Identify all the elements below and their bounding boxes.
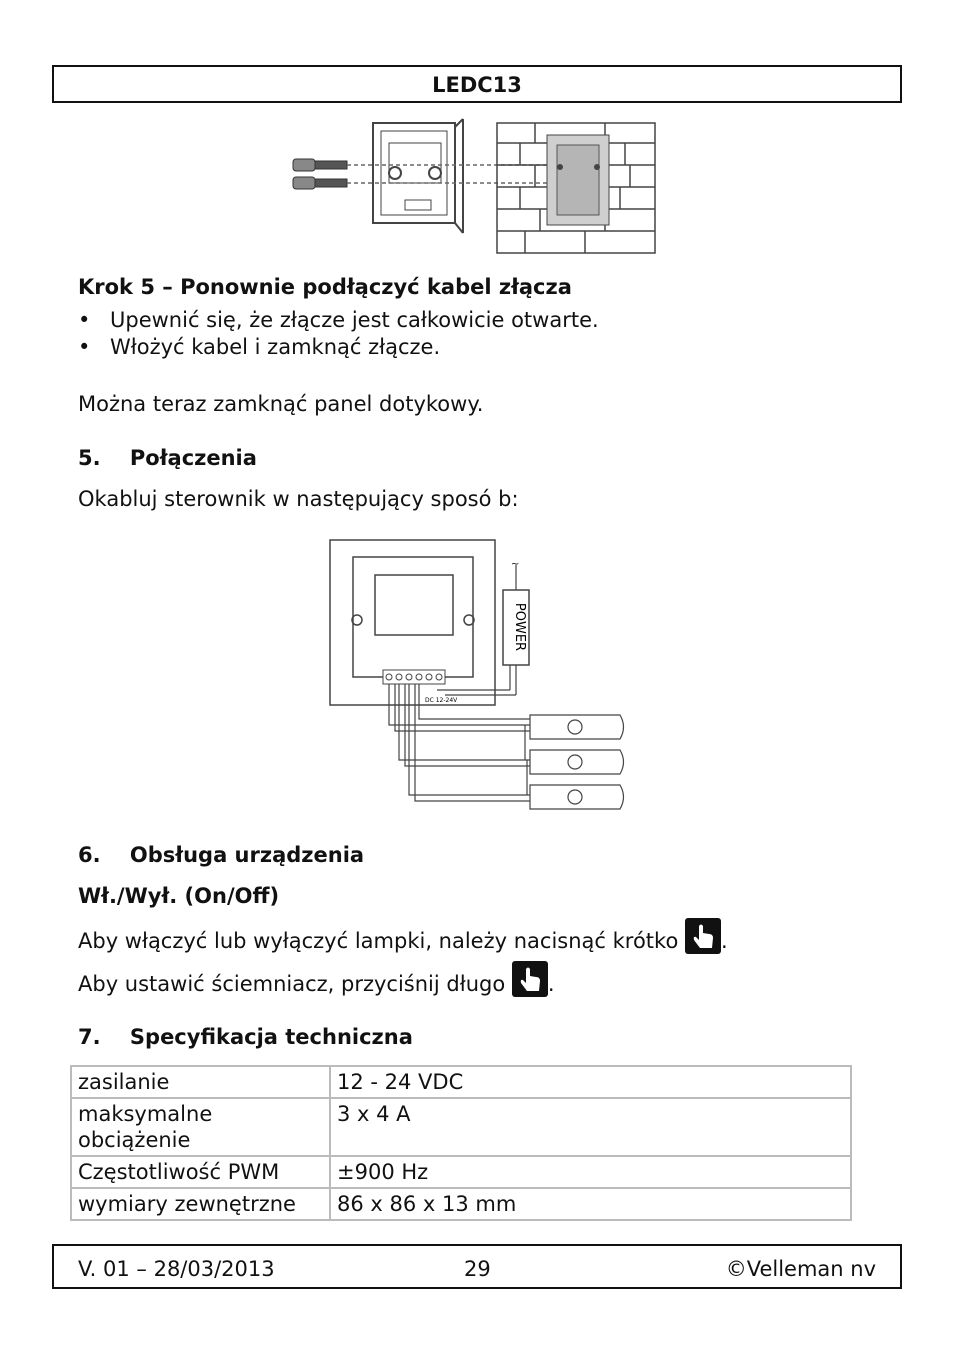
table-row [71,1098,851,1156]
led-strip [530,750,624,774]
onoff-subheading: Wł./Wył. (On/Off) [78,884,280,908]
short-press-text: Aby włączyć lub wyłączyć lampki, należy nacisnąć krótko [78,929,679,953]
bullet-item: • Upewnić się, że złącze jest całkowicie otwarte. [78,308,599,332]
section5-heading [78,446,257,470]
spec-value: 86 x 86 x 13 mm [330,1188,851,1220]
led-strip [530,785,624,809]
dc-label: DC 12-24V [425,697,458,704]
spec-label: wymiary zewnętrzne [71,1188,330,1220]
section-number: 5. [78,446,101,470]
section-title: Połączenia [129,446,257,470]
step5-heading: Krok 5 – Ponownie podłączyć kabel złącza [78,275,572,299]
step5-note: Można teraz zamknąć panel dotykowy. [78,392,484,416]
footer-page-number: 29 [464,1257,491,1281]
screws [293,159,347,189]
spec-table [70,1065,852,1221]
footer-copyright: ©Velleman nv [725,1257,876,1281]
section5-intro: Okabluj sterownik w następujący sposó b: [78,487,519,511]
svg-text:~: ~ [511,559,520,570]
device-frame [373,119,463,233]
spec-label: Częstotliwość PWM [71,1156,330,1188]
period: . [721,929,728,953]
spec-label: maksymalne obciążenie [71,1098,330,1156]
section7-heading [78,1025,413,1049]
period: . [547,972,555,996]
section-number: 6. [78,843,101,867]
touch-hand-icon [512,961,548,997]
wiring-diagram [325,535,630,820]
section-title: Specyfikacja techniczna [129,1025,413,1049]
bullet-text: Upewnić się, że złącze jest całkowicie otwarte. [110,308,599,332]
spec-value: 3 x 4 A [330,1098,851,1156]
footer-version: V. 01 – 28/03/2013 [78,1257,275,1281]
table-row [71,1188,851,1220]
spec-value: ±900 Hz [330,1156,851,1188]
section6-heading [78,843,364,867]
mounting-illustration [285,115,660,260]
spec-value: 12 - 24 VDC [330,1066,851,1098]
long-press-text: Aby ustawić ściemniacz, przyciśnij długo [78,972,506,996]
table-row [71,1066,851,1098]
document-title: LEDC13 [432,73,522,97]
long-press-line [78,961,555,997]
footer-box [52,1244,902,1289]
touch-hand-icon [685,918,721,954]
section-number: 7. [78,1025,101,1049]
power-label: POWER [512,602,527,652]
section-title: Obsługa urządzenia [129,843,365,867]
bullet-text: Włożyć kabel i zamknąć złącze. [110,335,441,359]
header-box [52,65,902,103]
bullet-item: • Włożyć kabel i zamknąć złącze. [78,335,441,359]
short-press-line [78,918,728,954]
table-row [71,1156,851,1188]
led-strip [530,715,624,739]
spec-label: zasilanie [71,1066,330,1098]
